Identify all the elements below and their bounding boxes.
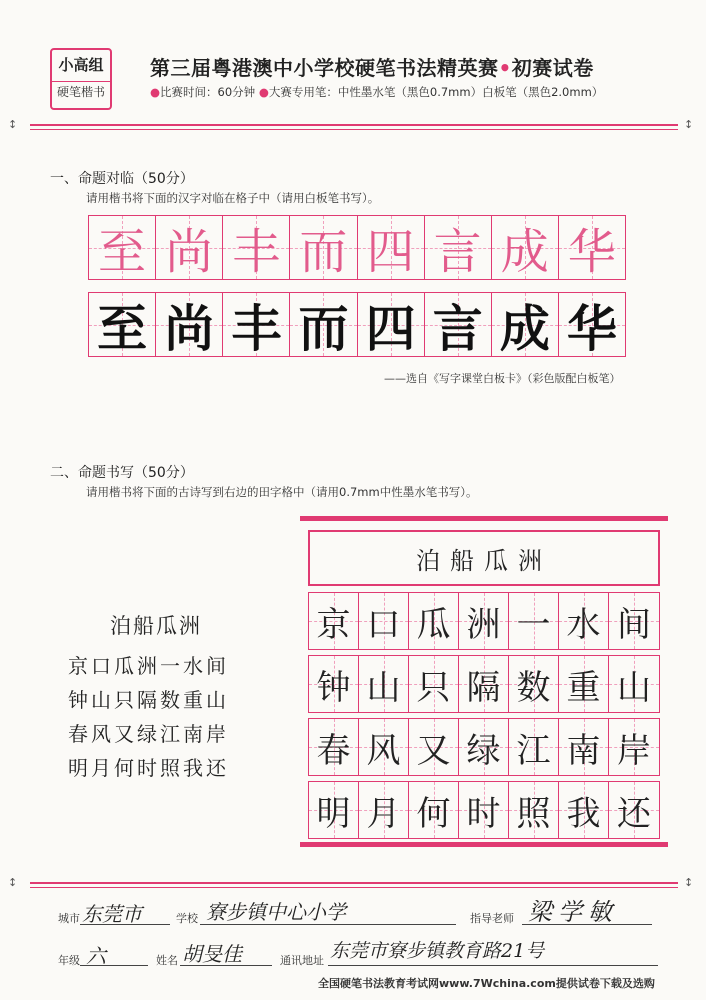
grade-label: 年级 — [58, 954, 80, 967]
bullet-2: ● — [258, 85, 269, 99]
answer-cell — [409, 593, 459, 649]
answer-cell — [559, 656, 609, 712]
answer-cell-char: 钟 — [316, 667, 351, 708]
answer-cell — [409, 656, 459, 712]
model-source: ——选自《写字课堂白板卡》（彩色版配白板笔） — [384, 372, 621, 385]
model-cell-char: 至 — [98, 224, 147, 280]
answer-title: 泊船瓜洲 — [308, 530, 660, 586]
answer-cell-char: 春 — [316, 730, 351, 771]
footer-note: 全国硬笔书法教育考试网www.7Wchina.com提供试卷下载及选购 — [318, 977, 655, 990]
poem-line: 明月何时照我还 — [68, 756, 229, 780]
answer-cell-char: 隔 — [466, 667, 501, 708]
answer-cell-char: 江 — [516, 730, 551, 771]
section1-heading: 一、命题对临（50分） — [50, 171, 194, 187]
form-divider — [30, 882, 678, 888]
answer-cell-char: 洲 — [466, 604, 501, 645]
answer-row — [308, 655, 660, 713]
school-value[interactable]: 寮步镇中心小学 — [206, 900, 346, 924]
copy-cell — [290, 293, 357, 356]
answer-cell — [409, 719, 459, 775]
answer-cell-char: 重 — [566, 667, 601, 708]
poem-line: 春风又绿江南岸 — [68, 722, 229, 746]
answer-cell-char: 山 — [366, 667, 401, 708]
answer-cell-char: 口 — [366, 604, 401, 645]
answer-cell — [609, 782, 659, 838]
divider-arrow-icon: ↕ — [684, 118, 694, 131]
section2-instruction: 请用楷书将下面的古诗写到右边的田字格中（请用0.7mm中性墨水笔书写）。 — [86, 485, 478, 499]
badge-group-label: 小高组 — [52, 50, 110, 82]
answer-cell — [359, 719, 409, 775]
copy-cell-char: 四 — [365, 298, 416, 358]
copy-cell — [425, 293, 492, 356]
answer-cell-char: 绿 — [466, 730, 501, 771]
answer-cell — [459, 719, 509, 775]
answer-cell-char: 时 — [466, 793, 501, 834]
teacher-line — [522, 924, 652, 925]
school-line — [200, 924, 456, 925]
exam-time: 比赛时间：60分钟 — [160, 85, 256, 99]
divider-arrow-icon: ↕ — [684, 876, 694, 889]
answer-cell-char: 还 — [617, 793, 651, 834]
model-grid — [88, 215, 626, 280]
answer-cell — [409, 782, 459, 838]
answer-cell — [609, 593, 659, 649]
city-label: 城市 — [58, 912, 80, 925]
school-label: 学校 — [176, 912, 198, 925]
model-cell — [559, 216, 625, 279]
section1-instruction: 请用楷书将下面的汉字对临在格子中（请用白板笔书写）。 — [86, 191, 380, 205]
name-label: 姓名 — [156, 954, 178, 967]
grade-value[interactable]: 六 — [86, 944, 106, 968]
title-dot: • — [498, 56, 512, 80]
answer-cell-char: 又 — [416, 730, 451, 771]
poem-line: 钟山只隔数重山 — [68, 688, 229, 712]
model-cell — [89, 216, 156, 279]
answer-cell — [359, 782, 409, 838]
model-cell — [223, 216, 290, 279]
answer-cell — [559, 593, 609, 649]
model-cell-char: 而 — [299, 224, 348, 280]
answer-cell-char: 照 — [516, 793, 551, 834]
copy-cell-char: 至 — [97, 298, 148, 358]
model-cell-char: 成 — [500, 224, 549, 280]
answer-cell — [459, 782, 509, 838]
model-cell-char: 四 — [366, 224, 415, 280]
model-cell — [492, 216, 559, 279]
answer-row — [308, 781, 660, 839]
answer-cell — [509, 719, 559, 775]
teacher-value[interactable]: 梁学敏 — [528, 898, 618, 926]
answer-cell — [459, 656, 509, 712]
answer-cell-char: 间 — [617, 604, 651, 645]
copy-cell — [223, 293, 290, 356]
answer-cell — [459, 593, 509, 649]
divider-arrow-icon: ↕ — [8, 876, 18, 889]
answer-row — [308, 718, 660, 776]
copy-grid — [88, 292, 626, 357]
answer-cell — [309, 656, 359, 712]
answer-cell-char: 明 — [316, 793, 351, 834]
answer-cell-char: 南 — [566, 730, 601, 771]
answer-cell — [559, 719, 609, 775]
answer-bottom-band — [300, 842, 668, 847]
city-value[interactable]: 东莞市 — [82, 902, 142, 926]
model-cell — [156, 216, 223, 279]
exam-pens: 大赛专用笔：中性墨水笔（黑色0.7mm）白板笔（黑色2.0mm） — [268, 85, 604, 99]
answer-cell-char: 风 — [366, 730, 401, 771]
copy-cell — [559, 293, 625, 356]
copy-cell — [156, 293, 223, 356]
copy-cell-char: 华 — [566, 298, 617, 358]
copy-cell-char: 而 — [298, 298, 349, 358]
title-stage: 初赛试卷 — [511, 56, 594, 80]
answer-cell-char: 水 — [566, 604, 601, 645]
divider-arrow-icon: ↕ — [8, 118, 18, 131]
poem-line: 京口瓜洲一水间 — [68, 654, 229, 678]
answer-cell — [609, 719, 659, 775]
answer-cell — [309, 782, 359, 838]
answer-cell-char: 山 — [617, 667, 651, 708]
answer-cell — [509, 656, 559, 712]
page-title — [150, 52, 594, 81]
badge-script-label: 硬笔楷书 — [56, 85, 105, 99]
answer-cell — [309, 719, 359, 775]
answer-cell — [359, 656, 409, 712]
answer-cell — [609, 656, 659, 712]
bullet-1: ● — [150, 85, 161, 99]
model-cell-char: 丰 — [232, 224, 281, 280]
title-main: 第三届粤港澳中小学校硬笔书法精英赛 — [150, 56, 499, 80]
answer-row — [308, 592, 660, 650]
model-cell-char: 言 — [433, 224, 482, 280]
answer-cell-char: 数 — [516, 667, 551, 708]
address-line — [328, 965, 658, 966]
model-cell-char: 华 — [567, 224, 616, 280]
copy-cell — [492, 293, 559, 356]
model-cell — [358, 216, 425, 279]
answer-cell-char: 月 — [366, 793, 401, 834]
section2-heading: 二、命题书写（50分） — [50, 465, 194, 481]
exam-info — [150, 84, 603, 100]
grade-line — [80, 965, 148, 966]
model-cell — [425, 216, 492, 279]
copy-cell — [89, 293, 156, 356]
answer-cell — [509, 593, 559, 649]
group-badge — [50, 48, 112, 110]
name-line — [180, 965, 272, 966]
copy-cell-char: 尚 — [164, 298, 215, 358]
copy-cell-char: 成 — [499, 298, 550, 358]
answer-cell-char: 一 — [516, 604, 551, 645]
answer-cell-char: 瓜 — [416, 604, 451, 645]
answer-cell — [509, 782, 559, 838]
address-value[interactable]: 东莞市寮步镇教育路21号 — [330, 940, 545, 962]
answer-cell-char: 京 — [316, 604, 351, 645]
model-cell-char: 尚 — [165, 224, 214, 280]
answer-cell — [559, 782, 609, 838]
model-cell — [290, 216, 357, 279]
copy-cell-char: 言 — [432, 298, 483, 358]
teacher-label: 指导老师 — [470, 912, 514, 925]
copy-cell-char: 丰 — [231, 298, 282, 358]
name-value[interactable]: 胡旻佳 — [182, 942, 242, 966]
answer-cell-char: 何 — [416, 793, 451, 834]
header-divider — [30, 124, 678, 130]
address-label: 通讯地址 — [280, 954, 324, 967]
poem-title: 泊船瓜洲 — [110, 614, 202, 638]
answer-cell — [359, 593, 409, 649]
copy-cell — [358, 293, 425, 356]
city-line — [80, 924, 170, 925]
answer-cell-char: 我 — [566, 793, 601, 834]
answer-cell — [309, 593, 359, 649]
answer-cell-char: 只 — [416, 667, 451, 708]
answer-top-band — [300, 516, 668, 521]
answer-cell-char: 岸 — [617, 730, 651, 771]
